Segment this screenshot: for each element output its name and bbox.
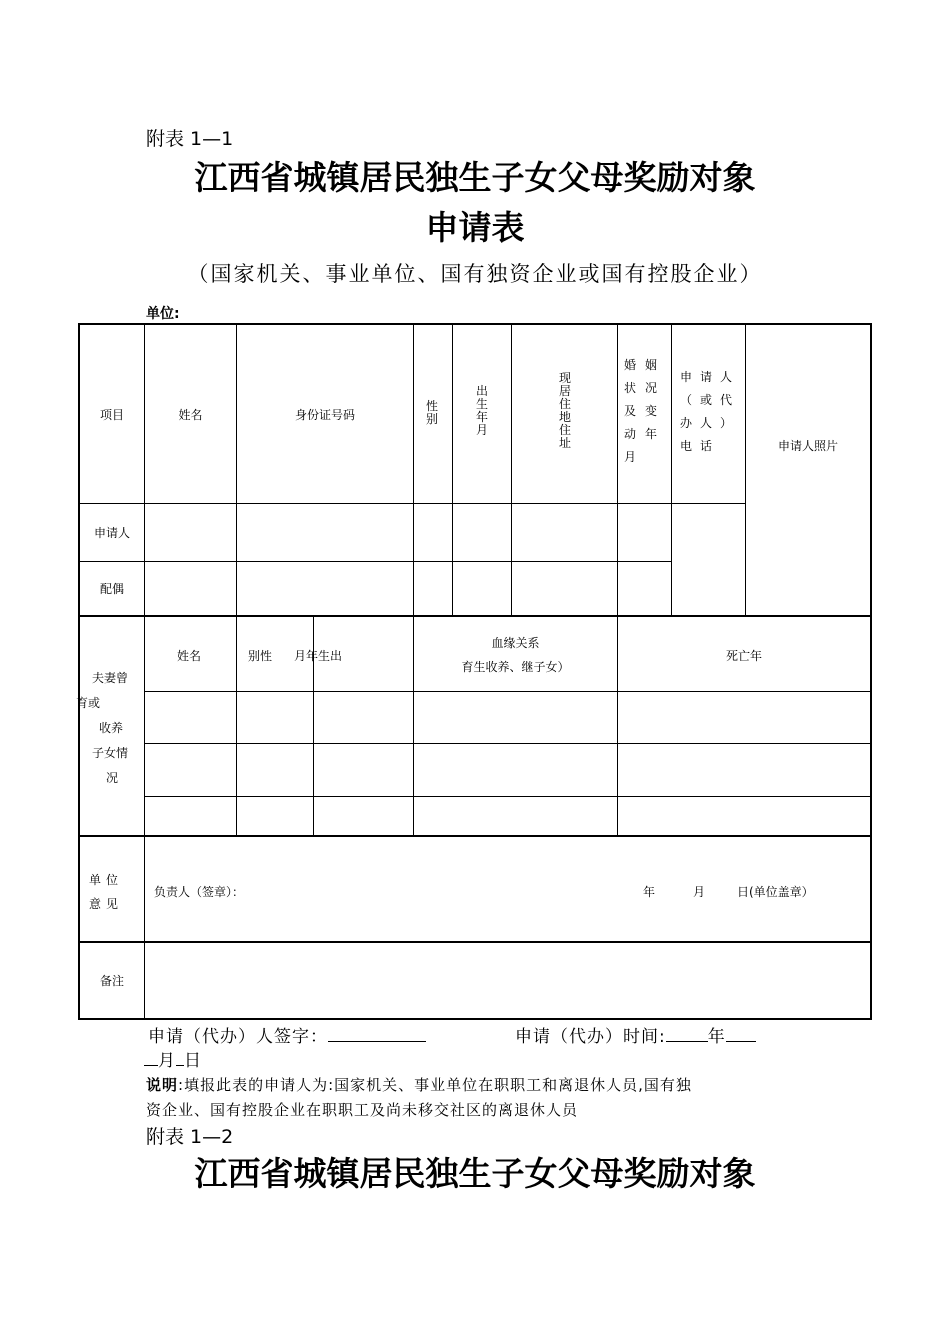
signature-line: [148, 1022, 426, 1047]
signature-blank: [328, 1039, 426, 1042]
time-label: 申请（代办）时间:: [515, 1027, 666, 1047]
header-birth: 出生年月: [475, 384, 488, 437]
children-label-c: 收养: [99, 721, 124, 735]
page-title-2: 江西省城镇居民独生子女父母奖励对象: [194, 1154, 756, 1193]
header-phone: 申请人（或代办人）电话: [680, 370, 741, 453]
time-day: 日: [184, 1051, 202, 1071]
unit-opinion-day-seal: 日(单位盖章）: [737, 885, 814, 899]
note-line1: [146, 1074, 692, 1095]
child-header-name: 姓名: [177, 649, 202, 663]
time-line: [515, 1022, 756, 1047]
child-header-birth: 月年生出: [294, 649, 343, 663]
time-year: 年: [707, 1027, 726, 1047]
note-label: 说明: [146, 1076, 179, 1094]
note-line2: 资企业、国有控股企业在职职工及尚未移交社区的离退休人员: [146, 1101, 579, 1119]
time-line-2: [144, 1046, 202, 1071]
child-header-death: 死亡年: [725, 649, 762, 663]
children-label-e: 况: [106, 771, 119, 785]
child-header-relation: 血缘关系: [491, 636, 540, 650]
children-label-a: 夫妻曾: [92, 671, 129, 685]
unit-opinion-signer: 负责人（签章）：: [154, 885, 245, 899]
row-spouse: 配偶: [99, 582, 124, 596]
header-photo: 申请人照片: [777, 438, 838, 453]
unit-opinion-year: 年: [643, 885, 656, 899]
children-label-d: 子女情: [92, 746, 129, 760]
remarks-label: 备注: [99, 974, 124, 988]
appendix2-label: 附表 1—2: [146, 1126, 234, 1148]
header-gender: 性别: [425, 399, 438, 426]
unit-label: 单位:: [146, 306, 180, 322]
header-address: 现居住地住址: [558, 371, 571, 450]
child-header-gender: 别性: [248, 649, 273, 663]
page-title-line2: 申请表: [425, 208, 525, 247]
unit-opinion-month: 月: [693, 885, 706, 899]
row-applicant: 申请人: [93, 526, 130, 540]
page-subtitle: （国家机关、事业单位、国有独资企业或国有控股企业）: [187, 262, 763, 286]
header-name: 姓名: [178, 407, 203, 422]
signature-label: 申请（代办）人签字：: [148, 1027, 328, 1047]
child-header-relation-detail: 育生收养、继子女）: [461, 660, 570, 674]
children-label-b: 育或: [76, 696, 101, 710]
time-month: 月: [158, 1051, 176, 1071]
header-id-number: 身份证号码: [294, 407, 355, 422]
unit-opinion-label: 单位意见: [89, 873, 124, 911]
note-text1: :填报此表的申请人为:国家机关、事业单位在职职工和离退休人员,国有独: [178, 1076, 692, 1094]
appendix-label: 附表 1—1: [146, 128, 234, 150]
header-item: 项目: [99, 407, 124, 422]
header-marriage: 婚姻状况及变动年月: [624, 358, 667, 464]
page-title: 江西省城镇居民独生子女父母奖励对象: [194, 158, 756, 197]
